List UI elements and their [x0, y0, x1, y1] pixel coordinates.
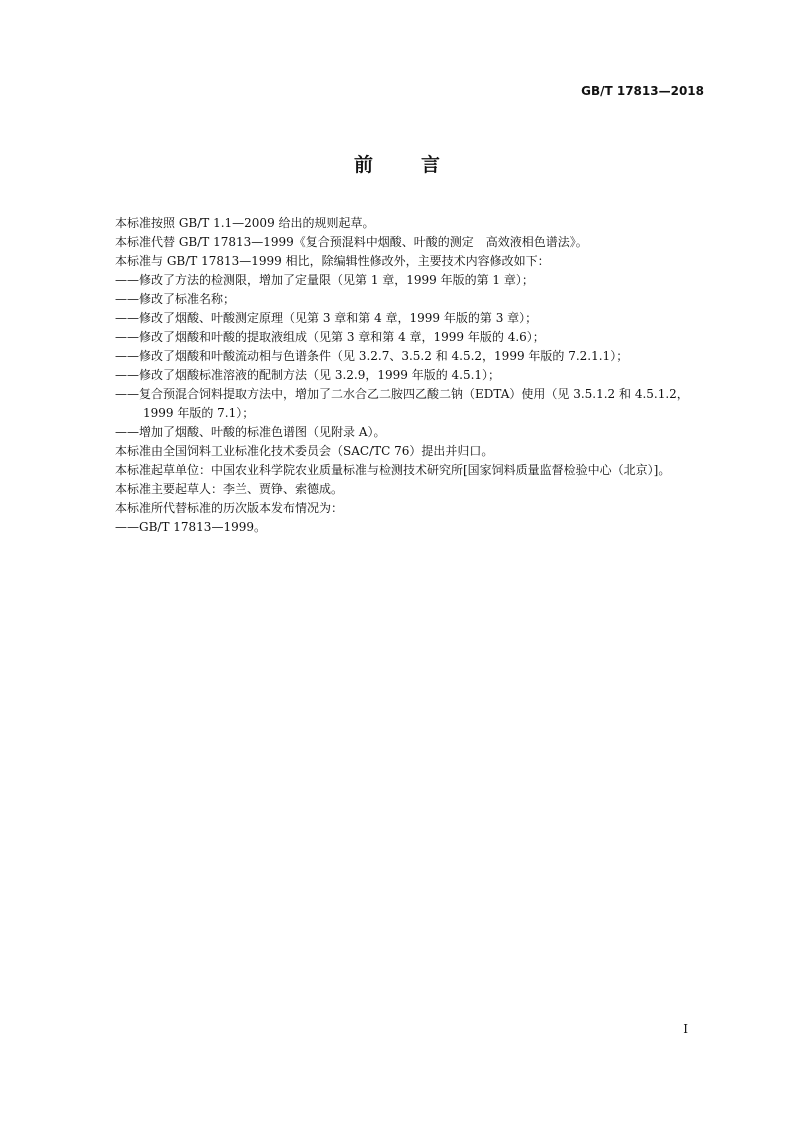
paragraph: 本标准由全国饲料工业标准化技术委员会（SAC/TC 76）提出并归口。: [115, 444, 494, 458]
paragraph: 本标准与 GB/T 17813—1999 相比，除编辑性修改外，主要技术内容修改如下：: [115, 254, 550, 268]
list-item: ——修改了烟酸和叶酸流动相与色谱条件（见 3.2.7、3.5.2 和 4.5.2，1999 年版的 7.2.1.1）；: [115, 349, 629, 363]
list-item: ——修改了烟酸和叶酸的提取液组成（见第 3 章和第 4 章，1999 年版的 4.6）；: [115, 330, 545, 344]
page-title: 前言: [353, 154, 488, 176]
list-item: ——增加了烟酸、叶酸的标准色谱图（见附录 A）。: [115, 425, 386, 439]
standard-code: GB/T 17813—2018: [581, 84, 704, 98]
paragraph: 本标准起草单位：中国农业科学院农业质量标准与检测技术研究所[国家饲料质量监督检验中心（北京）]。: [115, 463, 671, 477]
list-item: ——修改了烟酸标准溶液的配制方法（见 3.2.9，1999 年版的 4.5.1）；: [115, 368, 501, 382]
list-item: ——修改了方法的检测限，增加了定量限（见第 1 章，1999 年版的第 1 章）；: [115, 273, 534, 287]
paragraph: 本标准按照 GB/T 1.1—2009 给出的规则起草。: [115, 216, 375, 230]
document-body: [90, 214, 704, 537]
paragraph: 本标准所代替标准的历次版本发布情况为：: [115, 501, 344, 515]
paragraph: 本标准主要起草人：李兰、贾铮、索德成。: [115, 482, 344, 496]
paragraph: 本标准代替 GB/T 17813—1999《复合预混料中烟酸、叶酸的测定 高效液相色谱法》。: [115, 235, 588, 249]
list-item: ——复合预混合饲料提取方法中，增加了二水合乙二胺四乙酸二钠（EDTA）使用（见 3.5.1.2 和 4.5.1.2，1999 年版的 7.1）；: [115, 387, 689, 420]
list-item: ——修改了烟酸、叶酸测定原理（见第 3 章和第 4 章，1999 年版的第 3 章）；: [115, 311, 538, 325]
page-number: I: [683, 1022, 688, 1036]
list-item: ——修改了标准名称；: [115, 292, 236, 306]
list-item: ——GB/T 17813—1999。: [115, 520, 266, 534]
